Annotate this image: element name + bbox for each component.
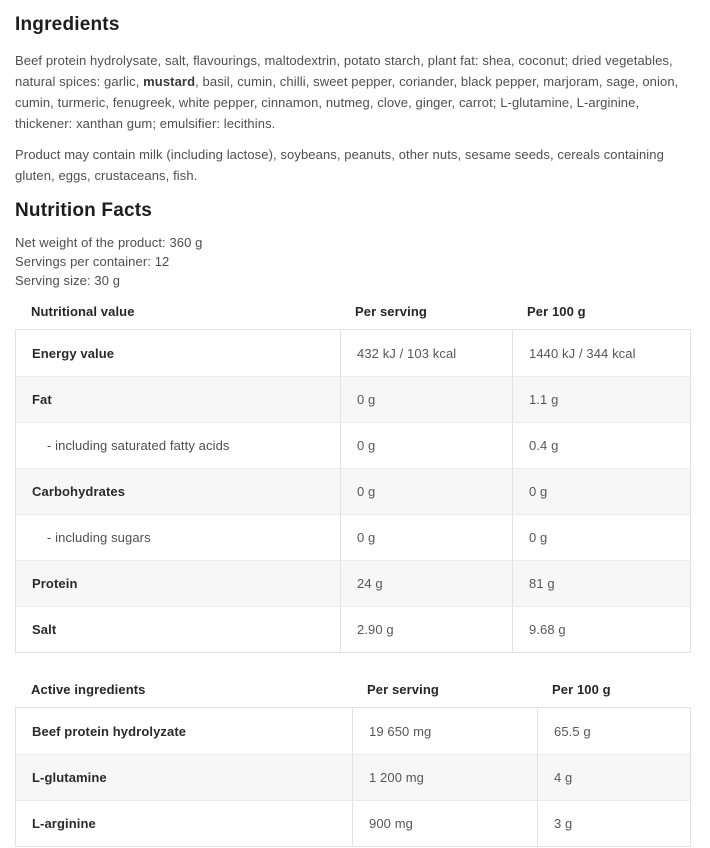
ingredients-heading: Ingredients — [15, 14, 120, 35]
table-row-l-glutamine — [16, 754, 690, 800]
table-row-saturated-fatty-acids — [16, 422, 690, 468]
row-label: - including saturated fatty acids — [47, 438, 230, 453]
allergen-note: Product may contain milk (including lactose), soybeans, peanuts, other nuts, sesame seeds, cereals containing gluten, eggs, crustaceans, fish. — [15, 147, 664, 183]
row-label: Carbohydrates — [32, 484, 126, 499]
ingredients-text-after-bold: , basil, cumin, chilli, sweet pepper, coriander, black pepper, marjoram, sage, onion, cumin, turmeric, fenugreek, white pepper, cinnamon, nutmeg, clove, ginger, carrot; L-glutamine, L-arginine, thickener: xanthan gum; emulsifier: lecithins. — [15, 74, 679, 131]
product-meta — [15, 233, 691, 290]
row-per-serving: 0 g — [340, 377, 512, 422]
row-per-100g: 4 g — [537, 755, 690, 800]
row-label: Fat — [32, 392, 52, 407]
row-per-100g: 1440 kJ / 344 kcal — [512, 330, 690, 376]
table-row-beef-protein-hydrolyzate — [16, 708, 690, 754]
nutrition-table-header — [15, 304, 691, 319]
row-per-100g: 65.5 g — [537, 708, 690, 754]
header-per-serving: Per serving — [367, 682, 439, 697]
active-ingredients-table-header — [15, 682, 691, 697]
row-per-serving: 0 g — [340, 515, 512, 560]
header-active-ingredients: Active ingredients — [31, 682, 146, 697]
row-label: Beef protein hydrolyzate — [32, 723, 187, 739]
table-row-sugars — [16, 514, 690, 560]
servings-per-container-line: Servings per container: 12 — [15, 254, 170, 269]
table-row-l-arginine — [16, 800, 690, 846]
header-per-100g: Per 100 g — [527, 304, 586, 319]
row-per-serving: 2.90 g — [340, 607, 512, 652]
table-row-fat — [16, 376, 690, 422]
row-label: Protein — [32, 576, 78, 591]
row-label: Energy value — [32, 345, 115, 361]
nutrition-facts-heading: Nutrition Facts — [15, 200, 153, 221]
row-label: Salt — [32, 622, 57, 637]
row-label: - including sugars — [47, 530, 151, 545]
header-per-serving: Per serving — [355, 304, 427, 319]
row-per-100g: 0 g — [512, 469, 690, 514]
row-per-serving: 0 g — [340, 469, 512, 514]
row-per-serving: 432 kJ / 103 kcal — [340, 330, 512, 376]
nutrition-table — [15, 329, 691, 653]
row-per-100g: 0.4 g — [512, 423, 690, 468]
table-row-protein — [16, 560, 690, 606]
header-nutritional-value: Nutritional value — [31, 304, 135, 319]
row-per-serving: 1 200 mg — [352, 755, 537, 800]
row-label: L-glutamine — [32, 770, 107, 785]
row-per-serving: 24 g — [340, 561, 512, 606]
row-per-100g: 81 g — [512, 561, 690, 606]
row-per-serving: 0 g — [340, 423, 512, 468]
active-ingredients-table — [15, 707, 691, 847]
row-per-serving: 19 650 mg — [352, 708, 537, 754]
row-per-100g: 9.68 g — [512, 607, 690, 652]
row-per-100g: 0 g — [512, 515, 690, 560]
table-row-energy-value — [16, 330, 690, 376]
net-weight-line: Net weight of the product: 360 g — [15, 235, 203, 250]
ingredients-text-before-bold: Beef protein hydrolysate, salt, flavourings, maltodextrin, potato starch, plant fat: shea, coconut; dried vegetables, natural spices: garlic, — [15, 53, 673, 89]
table-row-salt — [16, 606, 690, 652]
serving-size-line: Serving size: 30 g — [15, 273, 121, 288]
ingredients-text — [15, 50, 691, 134]
row-per-100g: 1.1 g — [512, 377, 690, 422]
row-per-100g: 3 g — [537, 801, 690, 846]
header-per-100g: Per 100 g — [552, 682, 611, 697]
row-label: L-arginine — [32, 816, 96, 831]
ingredients-bold-allergen: mustard — [143, 74, 196, 89]
table-row-carbohydrates — [16, 468, 690, 514]
row-per-serving: 900 mg — [352, 801, 537, 846]
